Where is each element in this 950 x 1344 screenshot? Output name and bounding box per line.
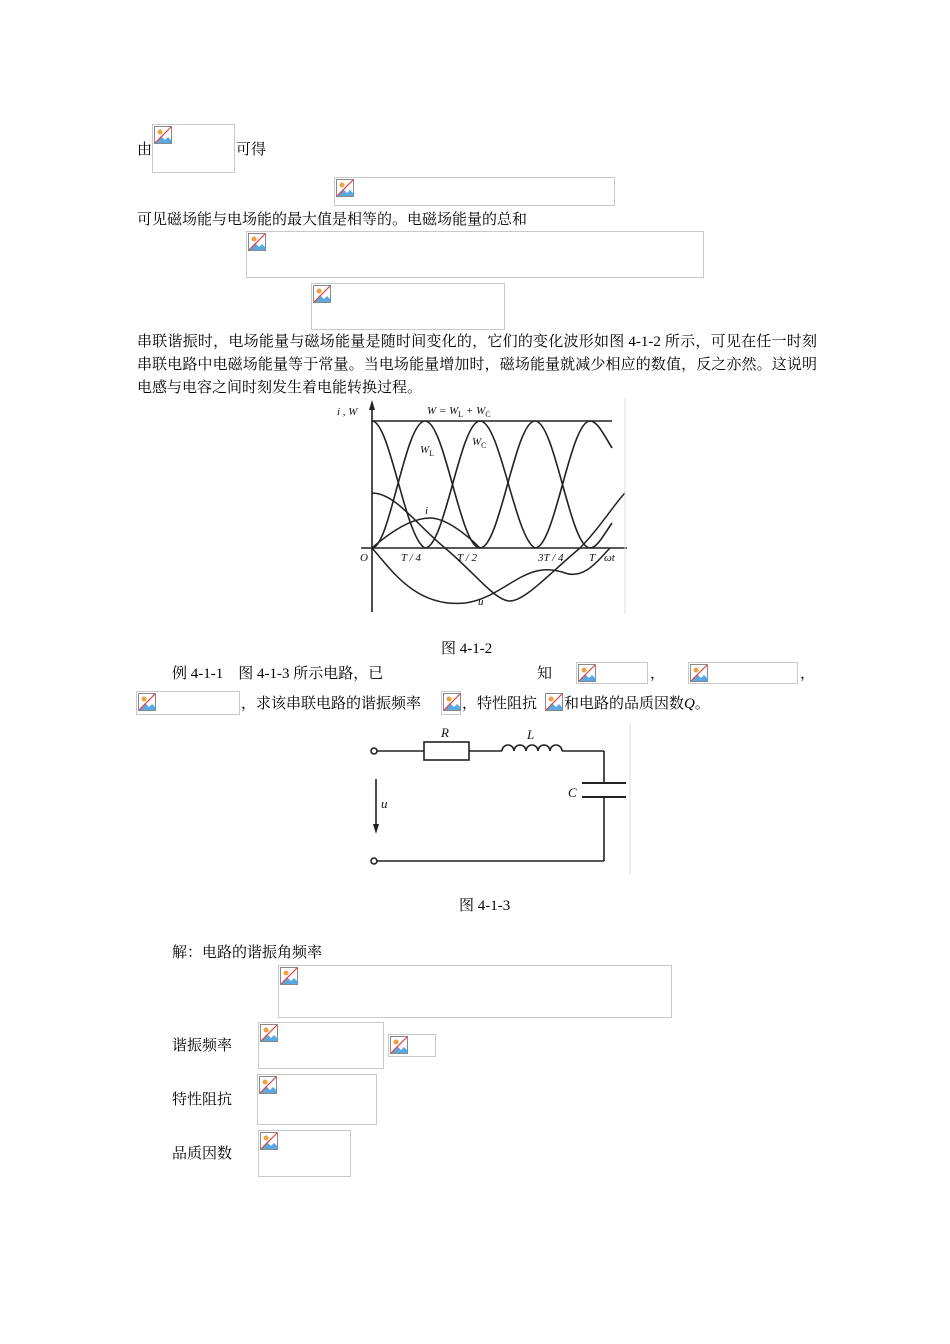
quality-factor-label: 品质因数 [172,1146,233,1162]
resonant-frequency-label: 谐振频率 [172,1038,233,1054]
voltage-label: u [381,796,388,811]
formula-image [278,965,672,1018]
broken-image-icon [154,126,172,144]
formula-image [258,1022,384,1069]
x-axis-label: ωt [604,552,615,564]
example-prefix: 例 4-1-1 图 4-1-3 所示电路，已 [172,666,384,682]
example-quality: 和电路的品质因数Q。 [564,696,710,712]
example-known: 知 [537,666,553,682]
energy-sentence: 可见磁场能与电场能的最大值是相等的。电磁场能量的总和 [137,212,528,228]
wc-label: $W_C$ [472,436,487,450]
broken-image-icon [248,233,266,251]
resonance-paragraph: 串联谐振时，电场能量与磁场能量是随时间变化的，它们的变化波形如图 4-1-2 所示，可见在任一时刻串联电路中电磁场能量等于常量。当电场能量增加时，磁场能量就减少相应的数值，反之亦然。这说明电感与电容之间时刻发生着电能转换过程。 [137,334,817,396]
line1-prefix: 由 [137,142,153,158]
inductor [502,745,562,751]
broken-image-icon [280,967,298,985]
figure-caption: 图 4-1-3 [459,898,511,914]
resistor [424,742,469,760]
formula-image [545,693,563,715]
formula-image [257,1074,377,1125]
total-energy-label: $W = W_L + W_C$ [427,405,491,419]
origin-label: O [360,552,368,564]
series-circuit-figure [362,722,634,874]
input-terminal-top [371,748,377,754]
formula-image [258,1130,351,1177]
formula-image [388,1034,436,1057]
formula-image [688,662,798,684]
broken-image-icon [443,693,461,711]
line1-suffix: 可得 [236,142,267,158]
formula-image [136,691,240,715]
energy-waveform-figure [335,398,630,614]
formula-image [441,691,461,715]
comma: ， [650,666,666,682]
solution-intro: 解：电路的谐振角频率 [172,945,323,961]
comma: ， [800,666,816,682]
wl-label: $W_L$ [420,444,435,458]
formula-image [246,231,704,278]
tick-three-quarter: 3T / 4 [538,552,564,564]
i-label: i [425,505,429,517]
example-question: ，求该串联电路的谐振频率 [241,696,422,712]
broken-image-icon [259,1076,277,1094]
u-label: u [478,596,484,608]
tick-quarter: T / 4 [401,552,421,564]
figure-caption: 图 4-1-2 [441,641,493,657]
formula-image [334,177,615,206]
resistor-label: R [441,725,449,740]
broken-image-icon [545,693,563,711]
broken-image-icon [578,664,596,682]
tick-period: T [589,552,596,564]
formula-image [152,124,235,173]
broken-image-icon [390,1036,408,1054]
broken-image-icon [260,1024,278,1042]
broken-image-icon [260,1132,278,1150]
formula-image [311,283,505,330]
broken-image-icon [138,693,156,711]
inductor-label: L [527,727,535,742]
capacitor-label: C [568,785,577,800]
y-axis-label: i , W [337,406,358,418]
voltage-arrow-head [373,824,379,834]
tick-half: T / 2 [457,552,477,564]
y-axis-arrow [369,400,375,410]
input-terminal-bottom [371,858,377,864]
broken-image-icon [690,664,708,682]
formula-image [576,662,648,684]
characteristic-impedance-label: 特性阻抗 [172,1092,233,1108]
broken-image-icon [313,285,331,303]
example-impedance: ，特性阻抗 [462,696,538,712]
broken-image-icon [336,179,354,197]
